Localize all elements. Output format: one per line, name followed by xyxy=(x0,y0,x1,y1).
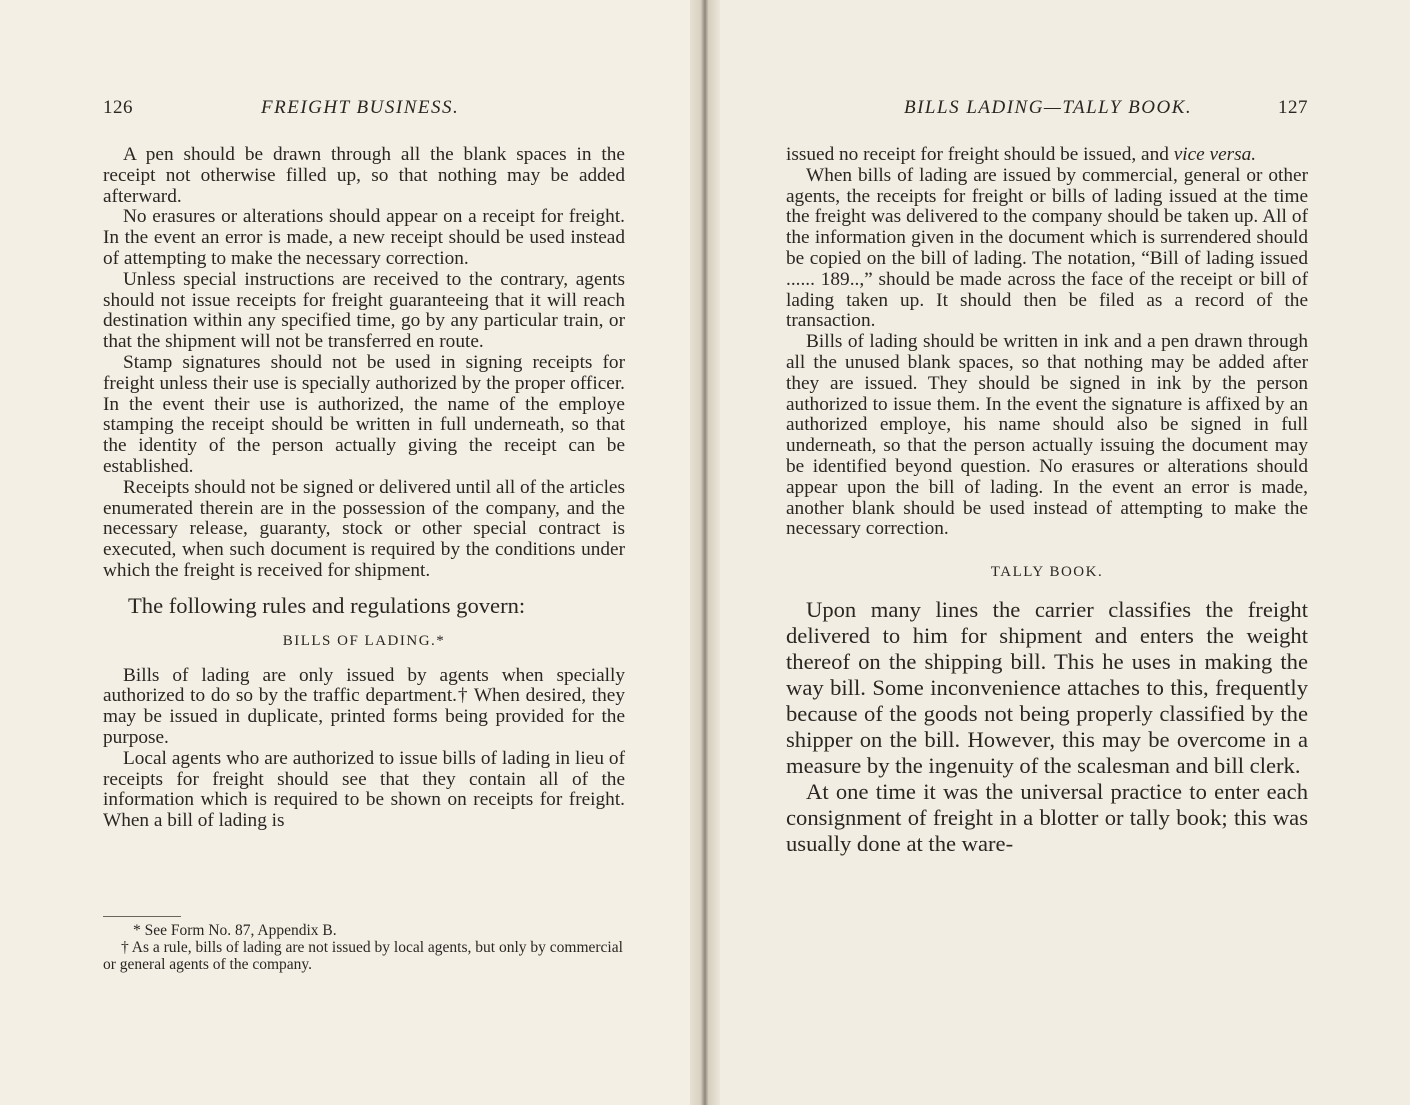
footnotes xyxy=(103,922,629,973)
continued-text: issued no receipt for freight should be issued, and xyxy=(786,144,1169,165)
tally-book-heading: TALLY BOOK. xyxy=(990,564,1104,581)
left-paragraph-2: No erasures or alterations should appear on a receipt for freight. In the event an error is made, a new receipt should be used instead of attempting to make the necessary correction. xyxy=(103,206,625,269)
left-body xyxy=(103,145,625,832)
book-gutter xyxy=(690,0,720,1105)
tally-paragraph-2: At one time it was the universal practice to enter each consignment of freight in a blotter or tally book; this was usually done at the ware- xyxy=(786,778,1308,856)
footnote-2: † As a rule, bills of lading are not issued by local agents, but only by commercial or general agents of the company. xyxy=(103,939,623,973)
left-running-title: FREIGHT BUSINESS. xyxy=(261,97,460,118)
left-paragraph-3: Unless special instructions are received to the contrary, agents should not issue receipts for freight guaranteeing that it will reach destination within any specified time, go by any particular train, or that the shipment will not be transferred en route. xyxy=(103,268,625,353)
footnote-1: * See Form No. 87, Appendix B. xyxy=(133,922,337,939)
continued-italic: vice versa. xyxy=(1173,144,1257,165)
left-paragraph-1: A pen should be drawn through all the blank spaces in the receipt not otherwise filled up, so that nothing may be added afterward. xyxy=(103,144,625,207)
tally-paragraph-1: Upon many lines the carrier classifies the freight delivered to him for shipment and enters the weight thereof on the shipping bill. This he uses in making the way bill. Some inconvenience attaches to this, frequently because of the goods not being properly classified by the shipper on the bill. However, this may be overcome in a measure by the ingenuity of the scalesman and bill clerk. xyxy=(786,596,1308,778)
right-page-number: 127 xyxy=(1278,97,1308,118)
bills-paragraph-2: Local agents who are authorized to issue bills of lading in lieu of receipts for freight should see that they contain all of the information which is required to be shown on receipts for freight. When a bill of lading is xyxy=(103,747,625,832)
left-paragraph-5: Receipts should not be signed or delivered until all of the articles enumerated therein are in the possession of the company, and the necessary release, guaranty, stock or other special contract is executed, when such document is required by the conditions under which the freight is received for shipment. xyxy=(103,476,625,581)
left-paragraph-4: Stamp signatures should not be used in signing receipts for freight unless their use is specially authorized by the proper officer. In the event their use is authorized, the name of the employe stamping the receipt should be written in full underneath, so that the identity of the person actually giving the receipt can be established. xyxy=(103,351,625,477)
right-paragraph-1: When bills of lading are issued by commercial, general or other agents, the receipts for freight or bills of lading issued at the time the freight was delivered to the company should be taken up. All of the information given in the document which is surrendered should be copied on the bill of lading. The notation, “Bill of lading issued ...... 189..,” should be made across the face of the receipt or bill of lading taken up. It should then be filed as a record of the transaction. xyxy=(786,164,1308,332)
right-running-title: BILLS LADING—TALLY BOOK. xyxy=(904,97,1193,118)
rules-intro: The following rules and regulations govern: xyxy=(128,592,526,618)
continued-paragraph xyxy=(786,145,1308,166)
bills-of-lading-heading: BILLS OF LADING.* xyxy=(282,632,446,649)
footnote-rule xyxy=(103,916,181,917)
bills-paragraph-1: Bills of lading are only issued by agents when specially authorized to do so by the traffic department.† When desired, they may be issued in duplicate, printed forms being provided for the purpose. xyxy=(103,664,625,748)
left-page-number: 126 xyxy=(103,97,133,118)
tally-section xyxy=(786,597,1308,857)
right-paragraph-2: Bills of lading should be written in ink and a pen drawn through all the unused blank spaces, so that nothing may be added after they are issued. They should be signed in ink by the person authorized to issue them. In the event the signature is affixed by an authorized employe, his name should also be signed in full underneath, so that the person actually issuing the document may be identified beyond question. No erasures or alterations should appear upon the bill of lading. In the event an error is made, another blank should be used instead of attempting to make the necessary correction. xyxy=(786,331,1308,540)
right-body xyxy=(786,145,1308,857)
